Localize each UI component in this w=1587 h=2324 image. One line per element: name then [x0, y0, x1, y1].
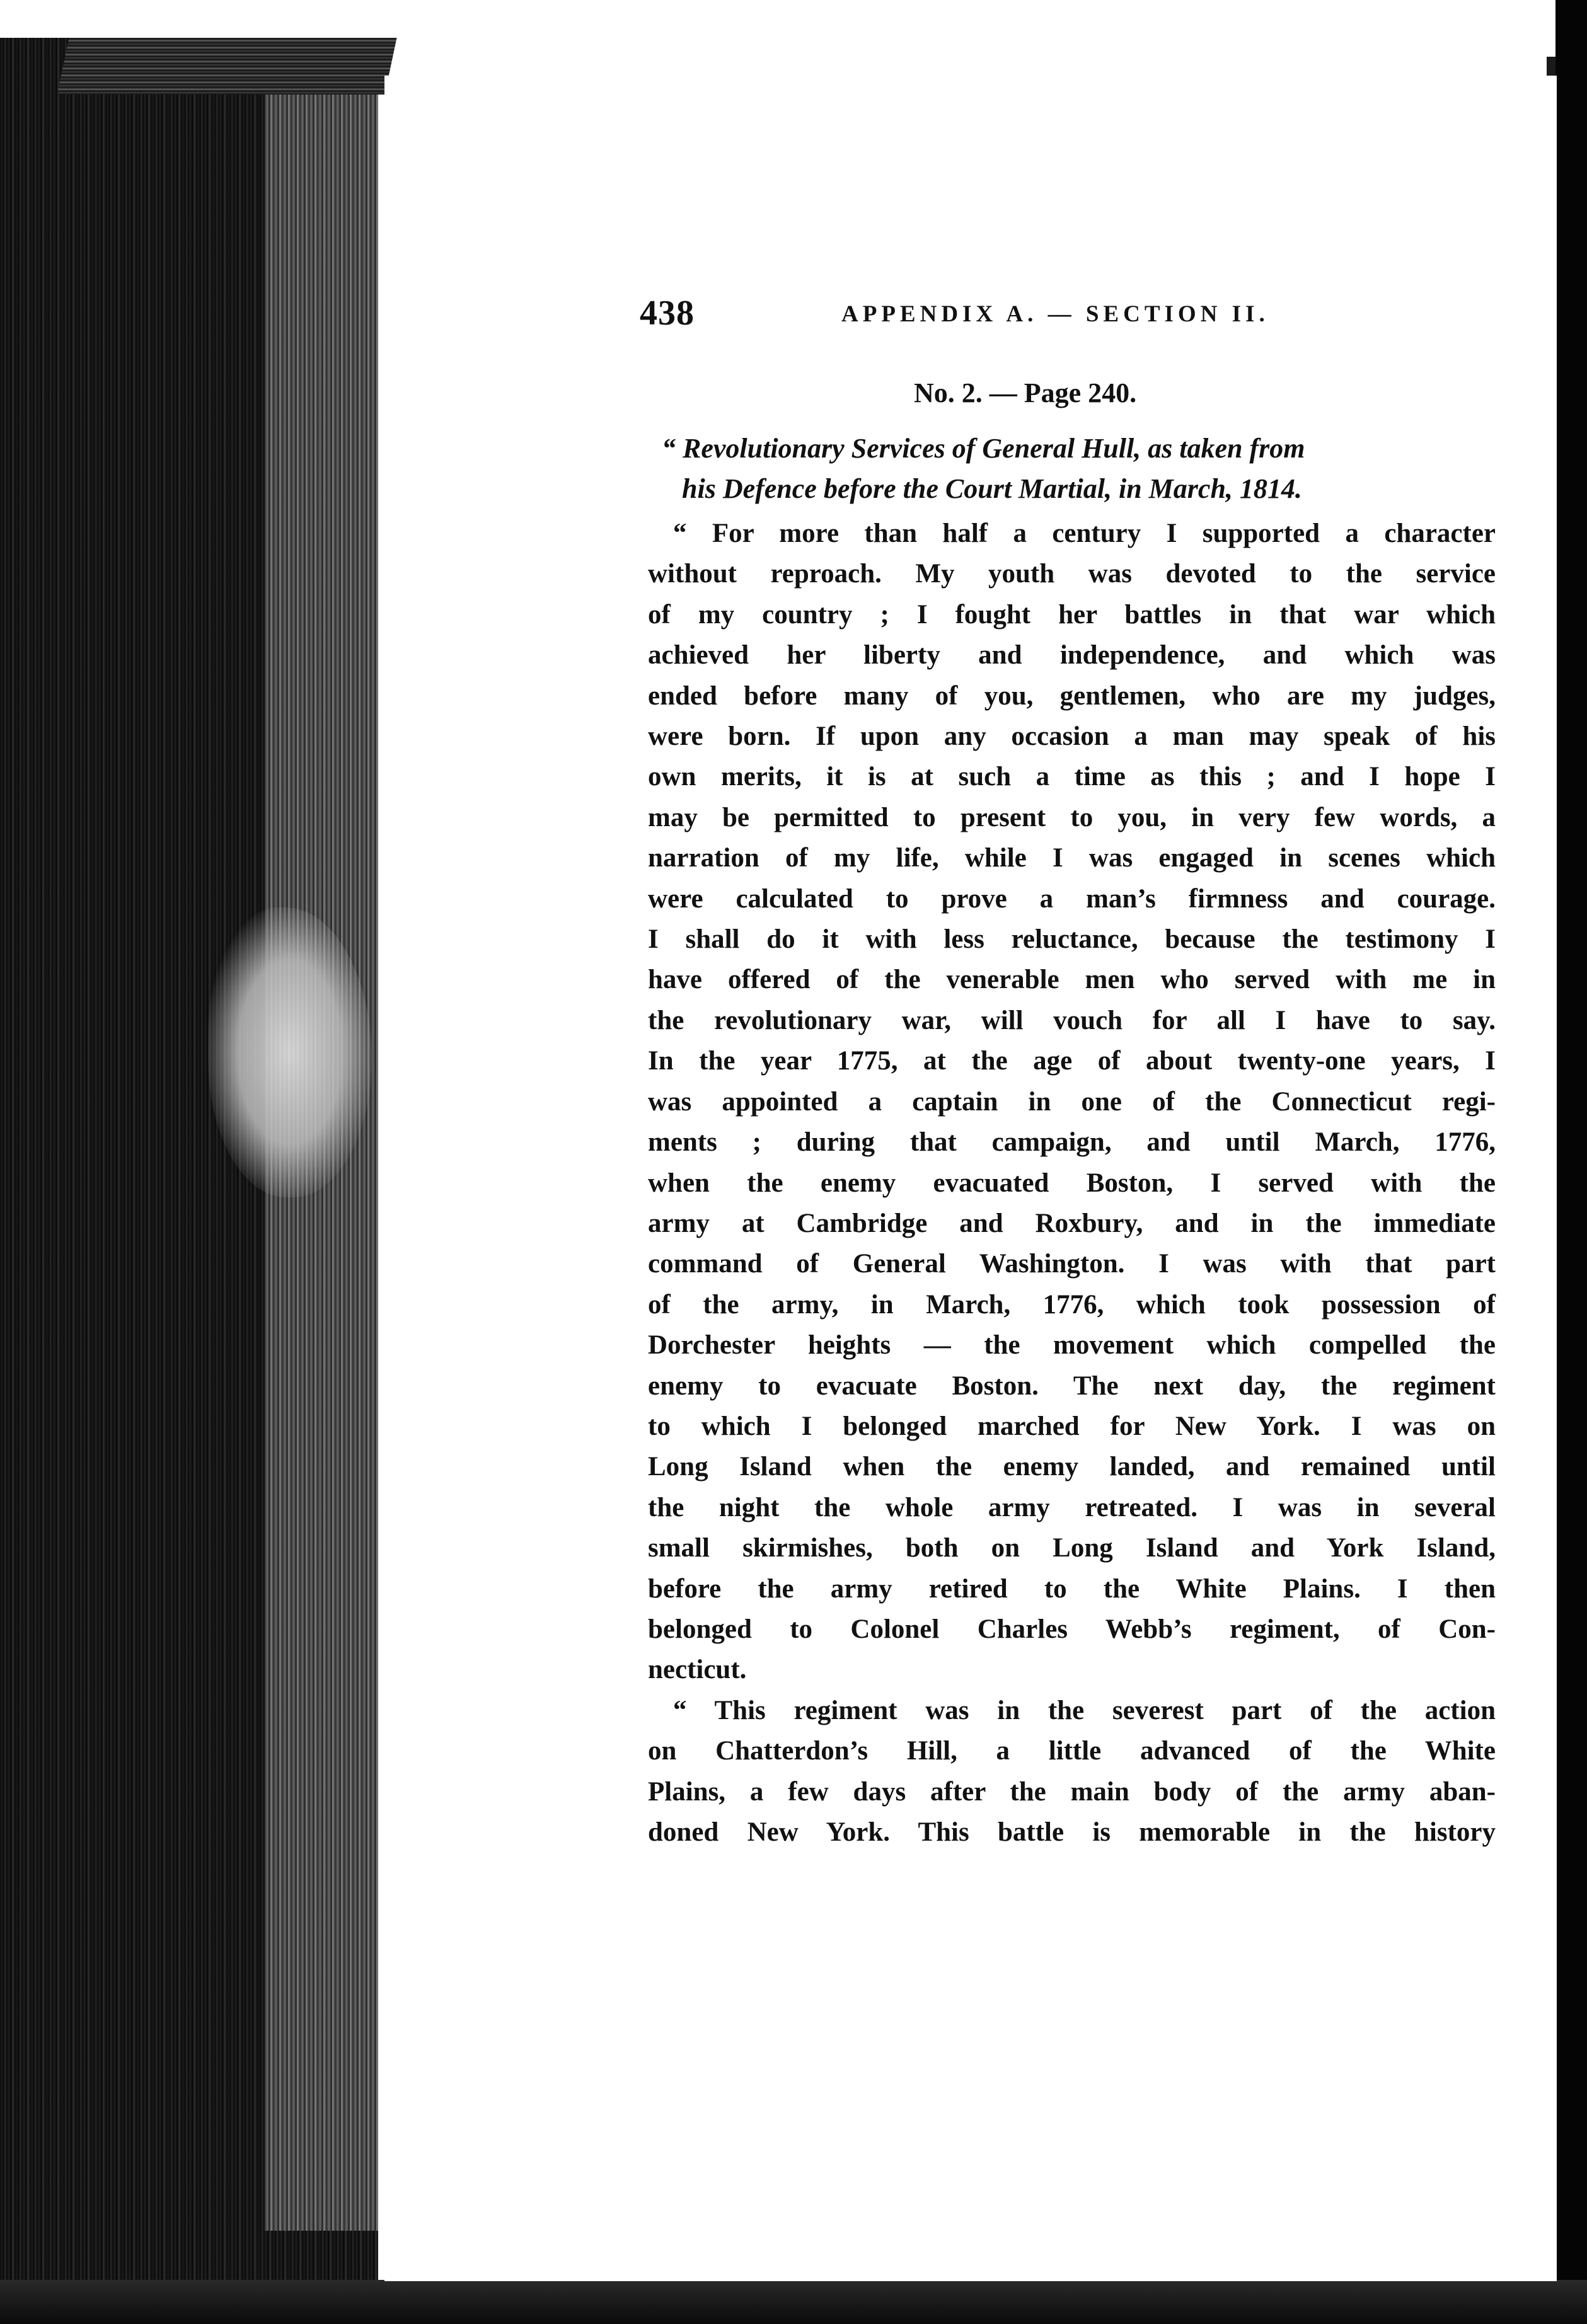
- body-line: before the army retired to the White Plains. I then: [648, 1573, 1496, 1604]
- running-title: APPENDIX A. — SECTION II.: [841, 301, 1269, 327]
- body-line: small skirmishes, both on Long Island and York Island,: [648, 1533, 1496, 1563]
- document-heading: No. 2. — Page 240.: [914, 377, 1137, 408]
- body-line: Long Island when the enemy landed, and remained until: [648, 1452, 1496, 1482]
- body-line: narration of my life, while I was engaged in scenes which: [648, 843, 1496, 873]
- body-line: necticut.: [648, 1655, 747, 1685]
- body-text: [648, 514, 1496, 1853]
- body-line: were born. If upon any occasion a man may speak of his: [648, 722, 1496, 752]
- body-line: the revolutionary war, will vouch for all I have to say.: [648, 1005, 1496, 1035]
- body-line: “ This regiment was in the severest part of the action: [673, 1695, 1496, 1725]
- body-line: ended before many of you, gentlemen, who are my judges,: [648, 681, 1496, 711]
- body-line: to which I belonged marched for New York. I was on: [648, 1411, 1496, 1441]
- page-number: 438: [640, 294, 695, 333]
- body-line: ments ; during that campaign, and until March, 1776,: [648, 1127, 1496, 1158]
- body-line: Dorchester heights — the movement which compelled the: [648, 1330, 1496, 1360]
- body-line: doned New York. This battle is memorable in the history: [648, 1817, 1496, 1847]
- body-line: without reproach. My youth was devoted to the service: [648, 559, 1496, 589]
- document-subtitle: [662, 429, 1532, 509]
- body-line: of the army, in March, 1776, which took possession of: [648, 1289, 1496, 1320]
- body-line: Plains, a few days after the main body of the army aban-: [648, 1776, 1496, 1807]
- body-line: “ For more than half a century I supported a character: [673, 519, 1496, 548]
- body-line: were calculated to prove a man’s firmness and courage.: [648, 883, 1496, 914]
- body-line: In the year 1775, at the age of about twenty-one years, I: [648, 1046, 1496, 1076]
- body-line: command of General Washington. I was with that part: [648, 1249, 1496, 1279]
- body-line: achieved her liberty and independence, and which was: [648, 640, 1496, 670]
- body-line: have offered of the venerable men who served with me in: [648, 965, 1496, 995]
- subtitle-line: his Defence before the Court Martial, in March, 1814.: [682, 473, 1302, 504]
- body-line: when the enemy evacuated Boston, I served with the: [648, 1168, 1496, 1198]
- body-line: of my country ; I fought her battles in that war which: [648, 599, 1496, 630]
- body-line: may be permitted to present to you, in very few words, a: [648, 802, 1496, 832]
- scan-bottom-border: [0, 2280, 1587, 2324]
- book-top-edges: [57, 38, 396, 95]
- scan-right-border: [1555, 0, 1587, 2324]
- subtitle-line: “ Revolutionary Services of General Hull, as taken from: [662, 433, 1305, 464]
- body-line: the night the whole army retreated. I was in several: [648, 1492, 1496, 1522]
- body-line: on Chatterdon’s Hill, a little advanced of the White: [648, 1736, 1496, 1766]
- body-line: I shall do it with less reluctance, because the testimony I: [648, 924, 1496, 955]
- printed-page: [384, 76, 1557, 2281]
- body-line: belonged to Colonel Charles Webb’s regiment, of Con-: [648, 1614, 1496, 1644]
- body-line: was appointed a captain in one of the Connecticut regi-: [648, 1086, 1496, 1117]
- body-line: own merits, it is at such a time as this ; and I hope I: [648, 762, 1496, 792]
- running-head: [640, 293, 1522, 343]
- scan-top-margin: [0, 0, 1587, 38]
- body-line: enemy to evacuate Boston. The next day, the regiment: [648, 1371, 1496, 1401]
- body-line: army at Cambridge and Roxbury, and in the immediate: [648, 1208, 1496, 1238]
